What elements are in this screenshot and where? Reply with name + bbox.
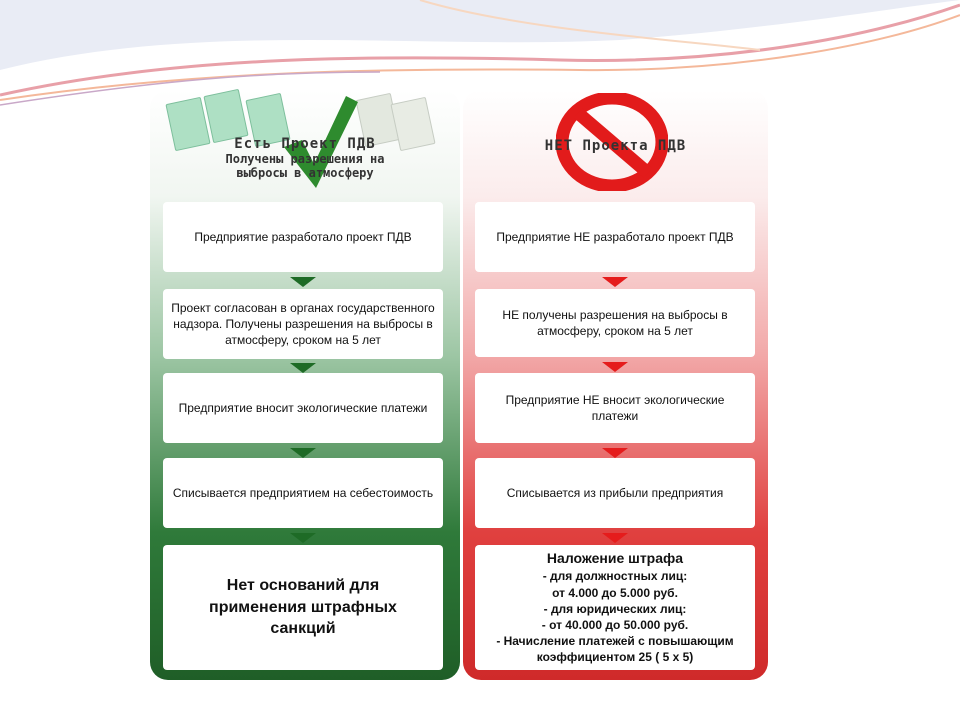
down-arrow-icon (290, 448, 316, 458)
down-arrow-icon (290, 533, 316, 543)
down-arrow-icon (602, 448, 628, 458)
left-step-4: Списывается предприятием на себестоимость (163, 458, 443, 528)
penalty-line: - от 40.000 до 50.000 руб. (541, 617, 689, 632)
down-arrow-icon (602, 533, 628, 543)
with-project-subtitle-1: Получены разрешения на (225, 152, 385, 166)
penalty-line: - Начисление платежей с повышающим (496, 634, 734, 649)
penalty-title: Наложение штрафа (546, 550, 684, 567)
left-step-2: Проект согласован в органах государственного надзора. Получены разрешения на выбросы в атмосферу, сроком на 5 лет (163, 289, 443, 359)
left-result: Нет оснований для применения штрафных санкций (163, 545, 443, 670)
without-project-title: НЕТ Проекта ПДВ (544, 138, 687, 154)
penalty-line: коэффициентом 25 ( 5 х 5) (536, 650, 694, 665)
down-arrow-icon (602, 362, 628, 372)
down-arrow-icon (602, 277, 628, 287)
down-arrow-icon (290, 277, 316, 287)
right-step-4: Списывается из прибыли предприятия (475, 458, 755, 528)
with-project-title: Есть Проект ПДВ (234, 136, 376, 152)
penalty-line: - для должностных лиц: (542, 569, 688, 584)
right-step-3: Предприятие НЕ вносит экологические платежи (475, 373, 755, 443)
penalty-line: от 4.000 до 5.000 руб. (552, 585, 678, 600)
left-step-3: Предприятие вносит экологические платежи (163, 373, 443, 443)
down-arrow-icon (290, 363, 316, 373)
right-step-1: Предприятие НЕ разработало проект ПДВ (475, 202, 755, 272)
penalty-line: - для юридических лиц: (543, 601, 687, 616)
right-step-2: НЕ получены разрешения на выбросы в атмосферу, сроком на 5 лет (475, 289, 755, 357)
left-step-1: Предприятие разработало проект ПДВ (163, 202, 443, 272)
right-result (475, 545, 755, 670)
with-project-subtitle-2: выбросы в атмосферу (236, 166, 374, 180)
with-project-header (165, 136, 445, 180)
